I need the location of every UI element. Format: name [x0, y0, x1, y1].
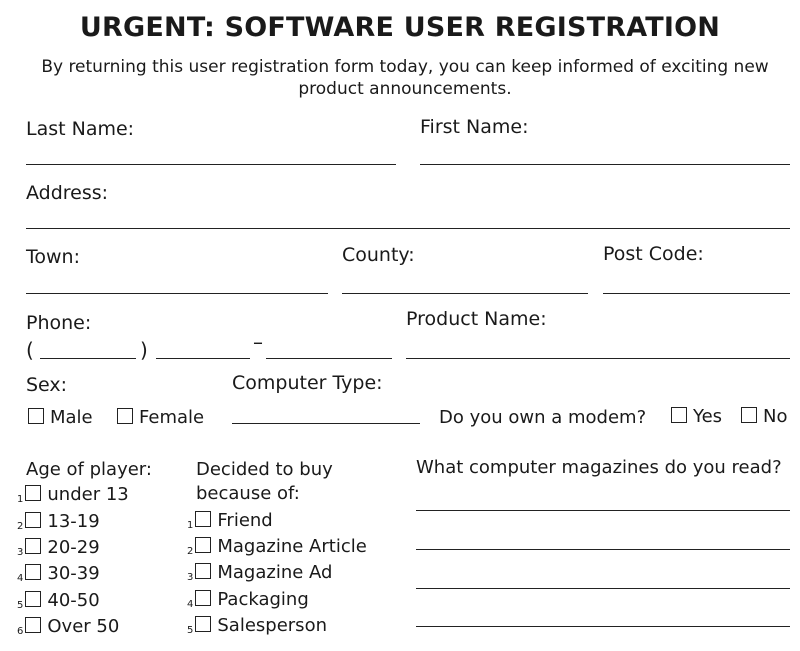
reason-option[interactable] [187, 562, 332, 583]
first-name-label: First Name: [420, 116, 529, 138]
magazine-answer-field[interactable] [416, 510, 790, 511]
modem-yes-checkbox[interactable] [671, 407, 687, 423]
decided-heading-line2: because of: [196, 483, 300, 504]
modem-yes-label: Yes [693, 406, 723, 427]
first-name-field[interactable] [420, 164, 790, 165]
reason-option[interactable] [187, 615, 327, 636]
reason-option-number: 4 [187, 599, 194, 610]
sex-option-male[interactable] [28, 407, 93, 428]
phone-prefix-field[interactable] [156, 358, 250, 359]
male-checkbox[interactable] [28, 408, 44, 424]
reason-option[interactable] [187, 510, 273, 531]
magazine-answer-field[interactable] [416, 588, 790, 589]
reason-option-label: Salesperson [217, 615, 327, 636]
reason-option-label: Friend [217, 510, 273, 531]
reason-option-label: Magazine Article [217, 536, 367, 557]
modem-option-no[interactable] [741, 406, 787, 427]
reason-checkbox[interactable] [195, 563, 211, 579]
computer-type-label: Computer Type: [232, 372, 383, 394]
age-option-label: 40-50 [47, 590, 100, 611]
age-option-label: 30-39 [47, 563, 100, 584]
reason-option[interactable] [187, 536, 367, 557]
age-option-label: under 13 [47, 484, 129, 505]
age-checkbox[interactable] [25, 485, 41, 501]
form-title: URGENT: SOFTWARE USER REGISTRATION [79, 12, 721, 43]
age-heading: Age of player: [26, 459, 152, 480]
post-code-label: Post Code: [603, 243, 704, 265]
computer-type-field[interactable] [232, 423, 420, 424]
age-option-number: 1 [17, 494, 24, 505]
magazine-answer-field[interactable] [416, 626, 790, 627]
reason-option-number: 1 [187, 520, 194, 531]
last-name-label: Last Name: [26, 118, 135, 140]
intro-text: By returning this user registration form today, you can keep informed of exciting new product announcements. [41, 57, 769, 99]
phone-dash: – [253, 330, 263, 354]
address-field[interactable] [26, 228, 790, 229]
age-option-number: 3 [17, 547, 24, 558]
sex-option-female[interactable] [117, 407, 204, 428]
reason-option-label: Packaging [217, 589, 309, 610]
age-checkbox[interactable] [25, 538, 41, 554]
address-label: Address: [26, 182, 109, 204]
age-option[interactable] [17, 511, 100, 532]
decided-heading-line1: Decided to buy [196, 459, 333, 480]
female-checkbox[interactable] [117, 408, 133, 424]
reason-checkbox[interactable] [195, 590, 211, 606]
product-name-label: Product Name: [406, 308, 547, 330]
phone-close-paren: ) [140, 338, 148, 362]
product-name-field[interactable] [406, 358, 790, 359]
phone-number-field[interactable] [266, 358, 392, 359]
age-checkbox[interactable] [25, 617, 41, 633]
reason-option-number: 2 [187, 546, 194, 557]
male-label: Male [50, 407, 93, 428]
age-option-number: 5 [17, 600, 24, 611]
age-option[interactable] [17, 616, 119, 637]
reason-option[interactable] [187, 589, 309, 610]
county-field[interactable] [342, 293, 588, 294]
age-option[interactable] [17, 590, 100, 611]
town-label: Town: [26, 246, 80, 268]
modem-no-checkbox[interactable] [741, 407, 757, 423]
modem-no-label: No [763, 406, 788, 427]
last-name-field[interactable] [26, 164, 396, 165]
age-checkbox[interactable] [25, 512, 41, 528]
age-option-number: 4 [17, 573, 24, 584]
age-option-number: 2 [17, 521, 24, 532]
modem-question: Do you own a modem? [439, 407, 647, 428]
age-option-label: Over 50 [47, 616, 120, 637]
age-option[interactable] [17, 537, 100, 558]
reason-option-number: 3 [187, 572, 194, 583]
town-field[interactable] [26, 293, 328, 294]
reason-checkbox[interactable] [195, 537, 211, 553]
age-option-label: 13-19 [47, 511, 100, 532]
reason-option-label: Magazine Ad [217, 562, 333, 583]
reason-checkbox[interactable] [195, 616, 211, 632]
magazine-answer-field[interactable] [416, 549, 790, 550]
age-option[interactable] [17, 484, 129, 505]
post-code-field[interactable] [603, 293, 790, 294]
reason-option-number: 5 [187, 625, 194, 636]
magazines-question: What computer magazines do you read? [416, 457, 782, 478]
female-label: Female [139, 407, 205, 428]
phone-label: Phone: [26, 312, 92, 334]
age-option-number: 6 [17, 626, 24, 637]
age-checkbox[interactable] [25, 591, 41, 607]
age-checkbox[interactable] [25, 564, 41, 580]
age-option[interactable] [17, 563, 100, 584]
modem-option-yes[interactable] [671, 406, 722, 427]
reason-checkbox[interactable] [195, 511, 211, 527]
sex-label: Sex: [26, 374, 68, 396]
age-option-label: 20-29 [47, 537, 100, 558]
phone-area-code-field[interactable] [40, 358, 136, 359]
phone-open-paren: ( [26, 338, 34, 362]
county-label: County: [342, 244, 415, 266]
